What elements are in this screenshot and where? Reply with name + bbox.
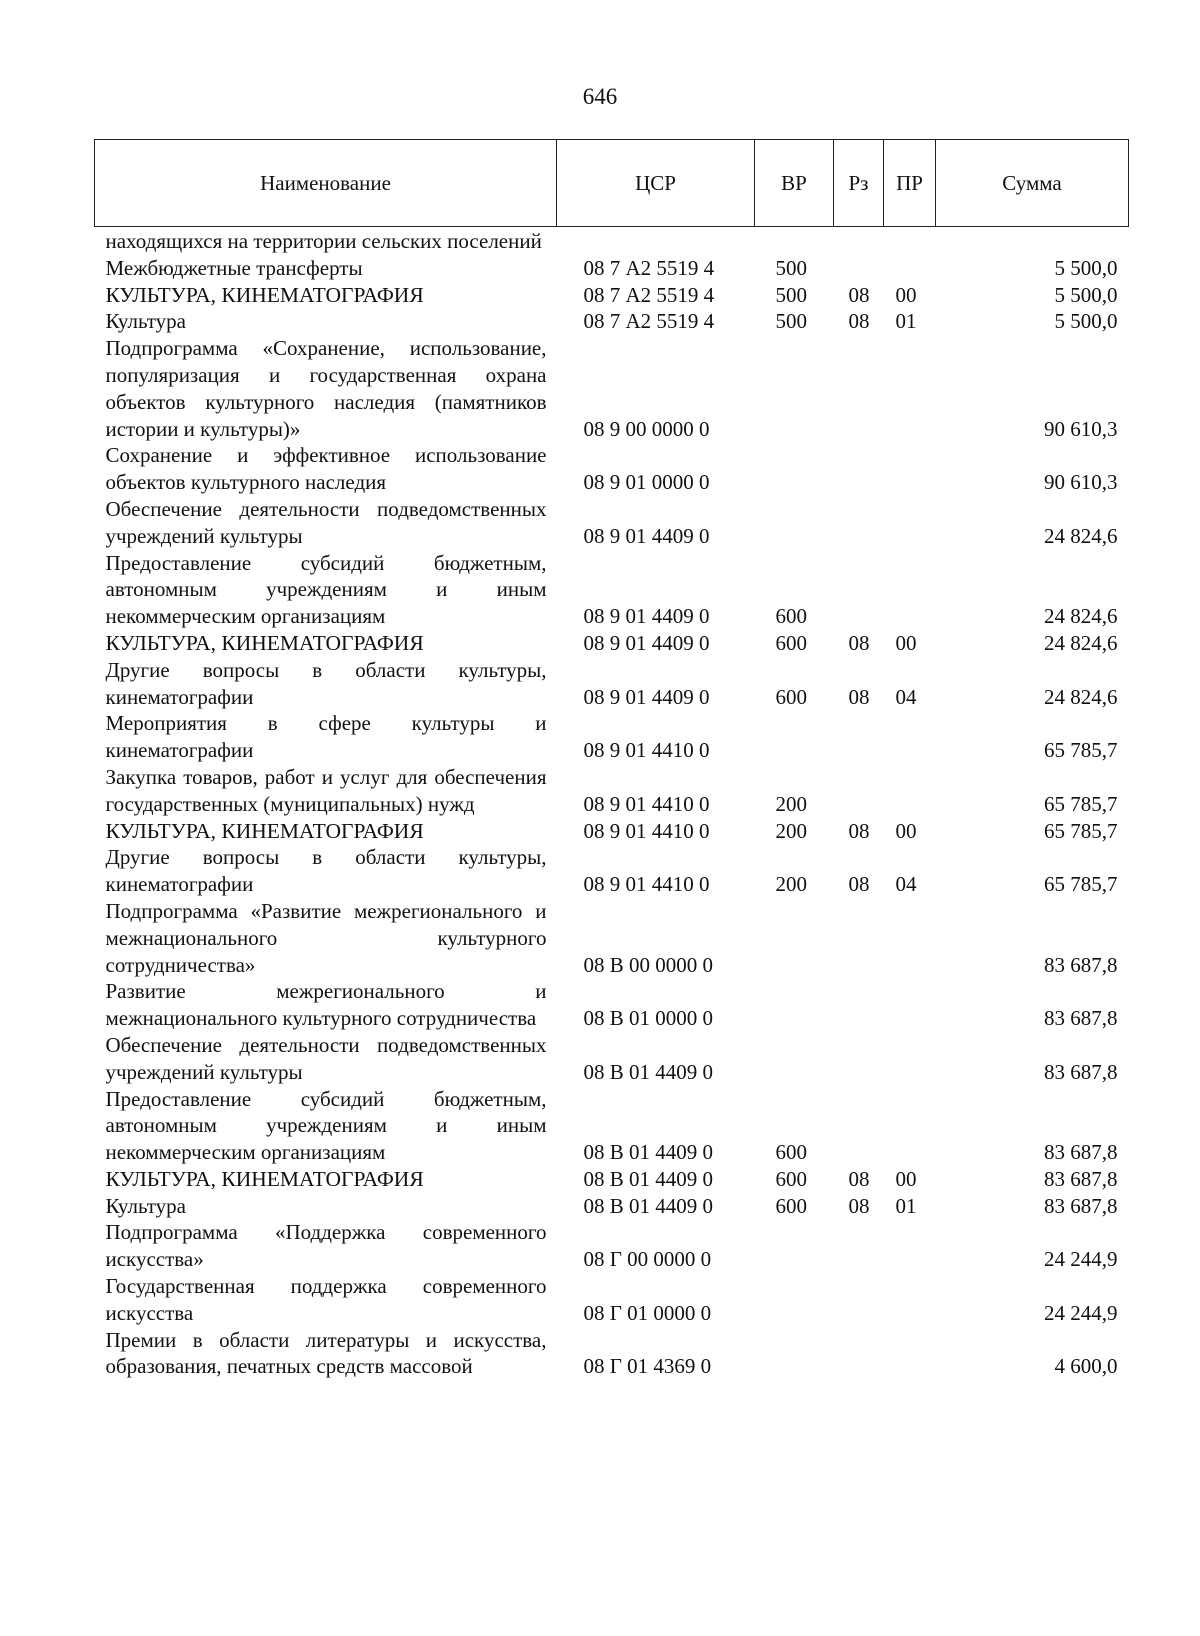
row-csr: 08 9 00 0000 0 <box>583 416 710 441</box>
row-vr: 600 <box>775 1140 807 1165</box>
row-name: находящихся на территории сельских поселений <box>105 229 542 253</box>
table-row <box>95 657 1129 711</box>
row-pr <box>884 1086 936 1166</box>
row-rz <box>834 764 884 818</box>
row-vr <box>755 335 834 442</box>
row-vr: 500 <box>775 309 807 334</box>
table-row <box>95 710 1129 764</box>
row-sum: 65 785,7 <box>1044 818 1118 843</box>
header-pr: ПР <box>884 140 936 227</box>
row-vr <box>755 227 834 255</box>
row-vr <box>755 442 834 496</box>
table-body <box>95 227 1129 1381</box>
table-row <box>95 1327 1129 1381</box>
row-rz <box>834 1273 884 1327</box>
row-sum: 83 687,8 <box>1044 952 1118 977</box>
row-pr <box>884 496 936 550</box>
row-rz <box>834 255 884 282</box>
row-name: Обеспечение деятельности подведомственных учреждений культуры <box>105 1032 547 1084</box>
table-row <box>95 550 1129 630</box>
row-sum: 90 610,3 <box>1044 470 1118 495</box>
table-row <box>95 1032 1129 1086</box>
row-csr: 08 7 А2 5519 4 <box>583 282 715 307</box>
row-sum: 83 687,8 <box>1044 1059 1118 1084</box>
row-rz <box>834 710 884 764</box>
row-sum: 83 687,8 <box>1044 1193 1118 1218</box>
row-csr: 08 Г 00 0000 0 <box>583 1247 712 1272</box>
row-vr: 200 <box>775 872 807 897</box>
row-rz: 08 <box>848 282 870 307</box>
row-sum: 90 610,3 <box>1044 416 1118 441</box>
row-csr: 08 9 01 4410 0 <box>583 818 710 843</box>
row-name: Государственная поддержка современного искусства <box>105 1274 547 1325</box>
row-sum: 24 244,9 <box>1044 1247 1118 1272</box>
row-vr: 200 <box>775 791 807 816</box>
table-row <box>95 1193 1129 1220</box>
row-sum: 83 687,8 <box>1044 1166 1118 1191</box>
header-row <box>95 140 1129 227</box>
header-name: Наименование <box>95 140 557 227</box>
row-csr: 08 9 01 4409 0 <box>583 523 710 548</box>
budget-table <box>94 139 1129 1380</box>
table-row <box>95 335 1129 442</box>
row-rz <box>834 1032 884 1086</box>
table-row <box>95 1086 1129 1166</box>
row-name: КУЛЬТУРА, КИНЕМАТОГРАФИЯ <box>105 282 424 307</box>
row-vr: 600 <box>775 630 807 655</box>
row-vr <box>755 496 834 550</box>
row-csr: 08 В 01 0000 0 <box>583 1006 714 1031</box>
table-row <box>95 844 1129 898</box>
row-csr: 08 В 00 0000 0 <box>583 952 714 977</box>
row-pr: 04 <box>895 872 917 897</box>
row-pr: 00 <box>895 630 917 655</box>
row-name: Подпрограмма «Сохранение, использование, популяризация и государственная охрана объектов культурного наследия (памятников истории и культуры)» <box>105 336 547 441</box>
row-name: Культура <box>105 1193 186 1218</box>
table-row <box>95 978 1129 1032</box>
row-sum: 65 785,7 <box>1044 791 1118 816</box>
row-csr: 08 9 01 4410 0 <box>583 872 710 897</box>
table-row <box>95 1166 1129 1193</box>
row-rz <box>834 1327 884 1381</box>
row-pr <box>884 764 936 818</box>
row-sum: 83 687,8 <box>1044 1140 1118 1165</box>
row-sum: 24 824,6 <box>1044 630 1118 655</box>
row-rz <box>834 1219 884 1273</box>
row-sum: 4 600,0 <box>1054 1354 1118 1379</box>
row-pr: 00 <box>895 1166 917 1191</box>
row-pr: 00 <box>895 818 917 843</box>
row-csr: 08 9 01 4410 0 <box>583 738 710 763</box>
row-csr: 08 В 01 4409 0 <box>583 1059 714 1084</box>
row-rz <box>834 978 884 1032</box>
row-vr: 200 <box>775 818 807 843</box>
row-rz: 08 <box>848 309 870 334</box>
row-vr: 600 <box>775 604 807 629</box>
row-vr <box>755 710 834 764</box>
row-name: КУЛЬТУРА, КИНЕМАТОГРАФИЯ <box>105 1166 424 1191</box>
row-pr <box>884 227 936 255</box>
table-row <box>95 282 1129 309</box>
row-rz: 08 <box>848 872 870 897</box>
row-csr: 08 В 01 4409 0 <box>583 1166 714 1191</box>
row-sum: 83 687,8 <box>1044 1006 1118 1031</box>
table-row <box>95 227 1129 255</box>
table-row <box>95 630 1129 657</box>
header-csr: ЦСР <box>557 140 755 227</box>
row-csr: 08 9 01 4409 0 <box>583 604 710 629</box>
row-pr <box>884 978 936 1032</box>
row-csr: 08 9 01 4409 0 <box>583 684 710 709</box>
row-rz: 08 <box>848 818 870 843</box>
row-rz: 08 <box>848 684 870 709</box>
row-name: Подпрограмма «Поддержка современного искусства» <box>105 1220 547 1272</box>
table-row <box>95 1219 1129 1273</box>
row-csr: 08 В 01 4409 0 <box>583 1193 714 1218</box>
row-name: Обеспечение деятельности подведомственных учреждений культуры <box>105 496 547 548</box>
table-header <box>95 140 1129 227</box>
row-name: Межбюджетные трансферты <box>105 255 363 280</box>
row-pr: 00 <box>895 282 917 307</box>
row-vr: 600 <box>775 1166 807 1191</box>
row-csr: 08 9 01 0000 0 <box>583 470 710 495</box>
row-name: Подпрограмма «Развитие межрегионального и межнационального культурного сотрудничества» <box>105 898 547 977</box>
row-pr <box>884 335 936 442</box>
row-name: Другие вопросы в области культуры, кинематографии <box>105 657 547 709</box>
row-csr: 08 9 01 4409 0 <box>583 630 710 655</box>
row-sum: 65 785,7 <box>1044 738 1118 763</box>
table-row <box>95 442 1129 496</box>
header-sum: Сумма <box>936 140 1129 227</box>
row-pr <box>884 442 936 496</box>
page-number: 646 <box>582 84 618 109</box>
table-row <box>95 818 1129 845</box>
row-pr <box>884 1032 936 1086</box>
row-name: КУЛЬТУРА, КИНЕМАТОГРАФИЯ <box>105 818 424 843</box>
row-vr <box>755 1219 834 1273</box>
row-sum: 24 824,6 <box>1044 684 1118 709</box>
row-vr <box>755 1032 834 1086</box>
row-rz <box>834 496 884 550</box>
row-rz: 08 <box>848 1193 870 1218</box>
table-row <box>95 764 1129 818</box>
row-name: Премии в области литературы и искусства, образования, печатных средств массовой <box>105 1327 547 1379</box>
row-rz <box>834 335 884 442</box>
row-vr: 500 <box>775 282 807 307</box>
header-rz: Рз <box>834 140 884 227</box>
row-csr: 08 7 А2 5519 4 <box>583 255 715 280</box>
row-name: Предоставление субсидий бюджетным, автономным учреждениям и иным некоммерческим организациям <box>105 1086 547 1165</box>
row-vr <box>755 1327 834 1381</box>
header-vr: ВР <box>755 140 834 227</box>
row-csr <box>557 227 755 255</box>
row-sum: 24 824,6 <box>1044 523 1118 548</box>
row-csr: 08 Г 01 4369 0 <box>583 1354 712 1379</box>
row-name: Мероприятия в сфере культуры и кинематографии <box>105 711 547 763</box>
row-name: Другие вопросы в области культуры, кинематографии <box>105 845 547 897</box>
row-sum: 24 244,9 <box>1044 1300 1118 1325</box>
row-rz <box>834 227 884 255</box>
row-sum: 24 824,6 <box>1044 604 1118 629</box>
row-vr: 600 <box>775 684 807 709</box>
row-rz <box>834 442 884 496</box>
row-pr <box>884 1327 936 1381</box>
table-row <box>95 1273 1129 1327</box>
row-csr: 08 7 А2 5519 4 <box>583 309 715 334</box>
table-row <box>95 898 1129 978</box>
row-pr: 01 <box>895 309 917 334</box>
row-name: Сохранение и эффективное использование объектов культурного наследия <box>105 443 547 495</box>
row-pr <box>884 1273 936 1327</box>
row-pr <box>884 710 936 764</box>
table-row <box>95 308 1129 335</box>
row-pr <box>884 550 936 630</box>
row-sum: 5 500,0 <box>1054 255 1118 280</box>
row-name: Культура <box>105 309 186 334</box>
row-rz: 08 <box>848 630 870 655</box>
row-pr: 04 <box>895 684 917 709</box>
row-rz <box>834 1086 884 1166</box>
row-name: КУЛЬТУРА, КИНЕМАТОГРАФИЯ <box>105 630 424 655</box>
row-pr <box>884 1219 936 1273</box>
table-row <box>95 255 1129 282</box>
row-sum: 65 785,7 <box>1044 872 1118 897</box>
row-pr <box>884 255 936 282</box>
row-pr <box>884 898 936 978</box>
row-csr: 08 9 01 4410 0 <box>583 791 710 816</box>
row-name: Закупка товаров, работ и услуг для обеспечения государственных (муниципальных) нужд <box>105 764 547 816</box>
row-vr <box>755 1273 834 1327</box>
table-row <box>95 496 1129 550</box>
row-sum: 5 500,0 <box>1054 282 1118 307</box>
row-name: Предоставление субсидий бюджетным, автономным учреждениям и иным некоммерческим организациям <box>105 550 547 629</box>
row-sum: 5 500,0 <box>1054 309 1118 334</box>
row-csr: 08 В 01 4409 0 <box>583 1140 714 1165</box>
row-rz <box>834 550 884 630</box>
row-rz <box>834 898 884 978</box>
row-name: Развитие межрегионального и межнационального культурного сотрудничества <box>105 979 547 1031</box>
row-sum <box>936 227 1129 255</box>
row-csr: 08 Г 01 0000 0 <box>583 1300 712 1325</box>
row-vr: 600 <box>775 1193 807 1218</box>
row-pr: 01 <box>895 1193 917 1218</box>
row-vr <box>755 898 834 978</box>
row-vr: 500 <box>775 255 807 280</box>
row-vr <box>755 978 834 1032</box>
row-rz: 08 <box>848 1166 870 1191</box>
